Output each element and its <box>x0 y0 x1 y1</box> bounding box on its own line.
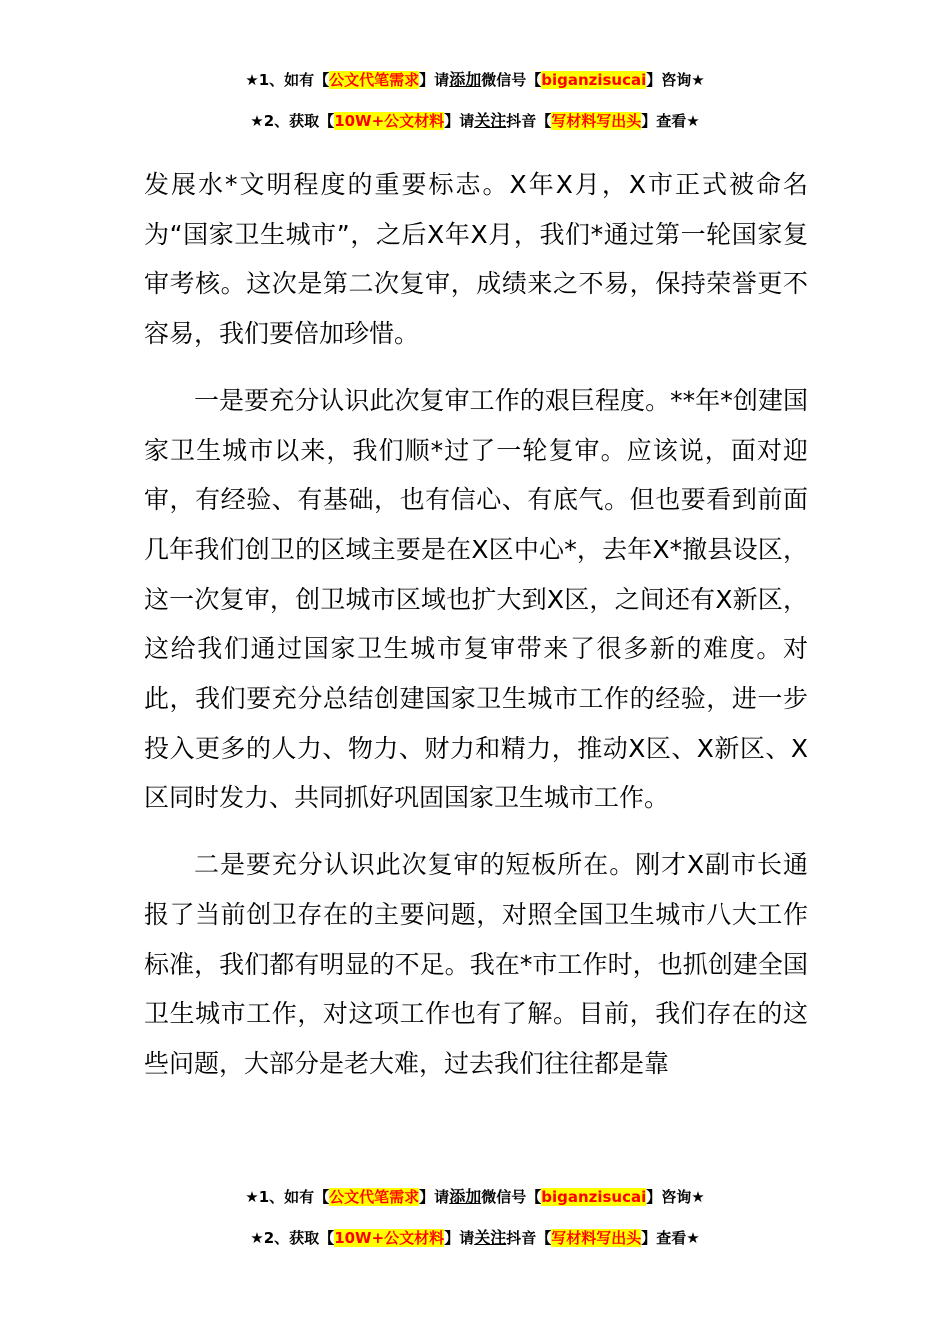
promo-suffix: 】咨询★ <box>646 1188 705 1206</box>
promo-suffix: 】查看★ <box>641 112 700 130</box>
promo-highlight-service: 公文代笔需求 <box>329 71 420 89</box>
promo-text: 】请 <box>444 112 475 130</box>
promo-highlight-materials: 10W+公文材料 <box>334 112 445 130</box>
promo-text: 微信号【 <box>481 71 542 89</box>
paragraph-continuation: 发展水*文明程度的重要标志。X年X月，X市正式被命名为“国家卫生城市”，之后X年X月，我们*通过第一轮国家复审考核。这次是第二次复审，成绩来之不易，保持荣誉更不容易，我们要倍加珍惜。 <box>144 170 808 349</box>
promo-highlight-douyin: 写材料写出头 <box>551 1229 642 1247</box>
promo-highlight-wechat-id: biganzisucai <box>541 1188 647 1206</box>
promo-prefix: ★1、如有【 <box>245 71 330 89</box>
footer-promo-line-1 <box>0 1187 950 1207</box>
document-body <box>144 160 808 1106</box>
promo-emphasis: 添加 <box>449 1187 482 1206</box>
promo-highlight-materials: 10W+公文材料 <box>334 1229 445 1247</box>
promo-emphasis: 关注 <box>474 1228 507 1247</box>
promo-text: 】请 <box>419 71 450 89</box>
promo-emphasis: 关注 <box>474 111 507 130</box>
promo-text: 抖音【 <box>506 1229 552 1247</box>
promo-text: 抖音【 <box>506 112 552 130</box>
promo-text: 】请 <box>444 1229 475 1247</box>
footer-promo-line-2 <box>0 1228 950 1248</box>
header-promo-line-2 <box>0 111 950 131</box>
promo-text: 微信号【 <box>481 1188 542 1206</box>
promo-highlight-wechat-id: biganzisucai <box>541 71 647 89</box>
paragraph-point-one: 一是要充分认识此次复审工作的艰巨程度。**年*创建国家卫生城市以来，我们顺*过了一轮复审。应该说，面对迎审，有经验、有基础，也有信心、有底气。但也要看到前面几年我们创卫的区域主要是在X区中心*，去年X*撤县设区，这一次复审，创卫城市区域也扩大到X区，之间还有X新区，这给我们通过国家卫生城市复审带来了很多新的难度。对此，我们要充分总结创建国家卫生城市工作的经验，进一步投入更多的人力、物力、财力和精力，推动X区、X新区、X区同时发力、共同抓好巩固国家卫生城市工作。 <box>144 385 808 813</box>
promo-prefix: ★1、如有【 <box>245 1188 330 1206</box>
header-promo-line-1 <box>0 70 950 90</box>
promo-suffix: 】查看★ <box>641 1229 700 1247</box>
promo-prefix: ★2、获取【 <box>250 112 335 130</box>
promo-prefix: ★2、获取【 <box>250 1229 335 1247</box>
promo-emphasis: 添加 <box>449 70 482 89</box>
paragraph-point-two: 二是要充分认识此次复审的短板所在。刚才X副市长通报了当前创卫存在的主要问题，对照全国卫生城市八大工作标准，我们都有明显的不足。我在*市工作时，也抓创建全国卫生城市工作，对这项工作也有了解。目前，我们存在的这些问题，大部分是老大难，过去我们往往都是靠 <box>144 850 808 1078</box>
promo-suffix: 】咨询★ <box>646 71 705 89</box>
promo-highlight-service: 公文代笔需求 <box>329 1188 420 1206</box>
promo-text: 】请 <box>419 1188 450 1206</box>
promo-highlight-douyin: 写材料写出头 <box>551 112 642 130</box>
